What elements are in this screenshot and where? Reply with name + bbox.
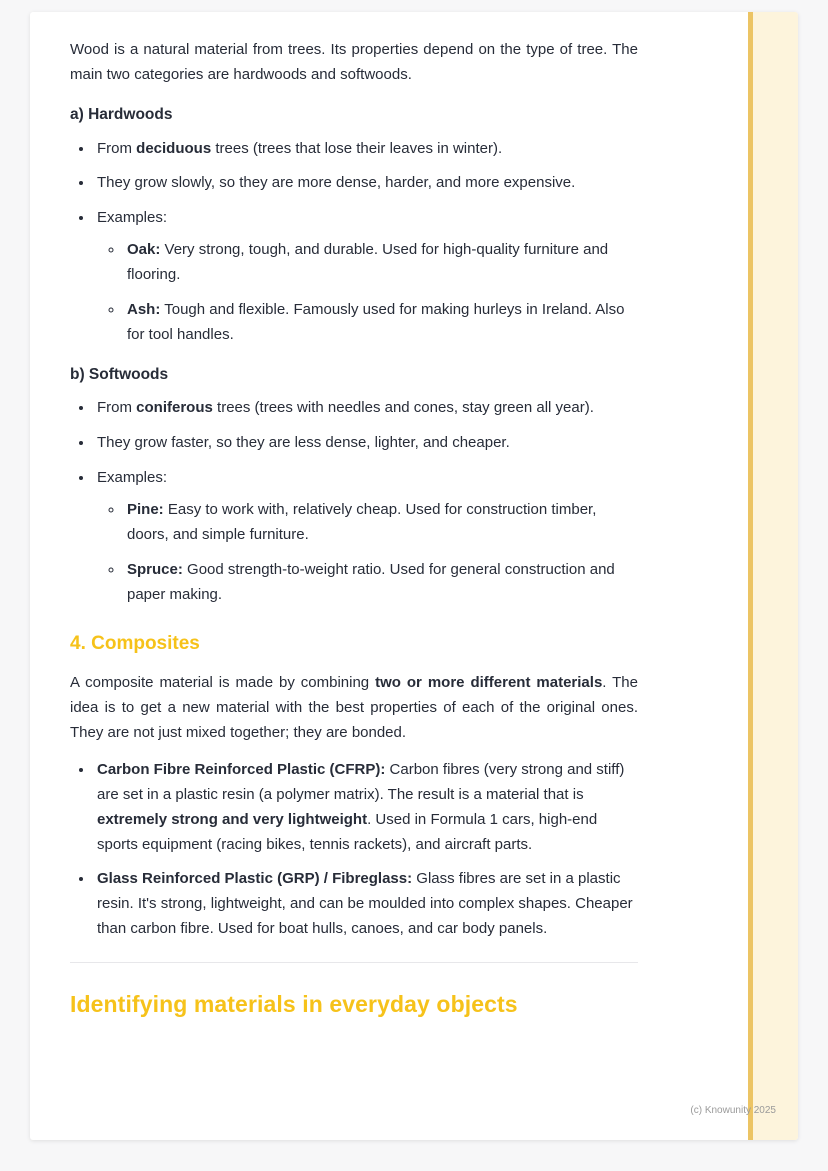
watermark: (c) Knowunity 2025 (690, 1105, 776, 1116)
document-page (30, 12, 798, 1140)
next-section-heading: Identifying materials in everyday objects (70, 991, 518, 1018)
list-item: ◦ Oak: Very strong, tough, and durable. Used for high-quality furniture and flooring. (124, 238, 638, 288)
examples-label: Examples: (97, 469, 168, 487)
examples-label: Examples: (97, 209, 168, 227)
list-item: • Carbon Fibre Reinforced Plastic (CFRP): Carbon fibres (very strong and stiff) are set in a plastic resin (a polymer matrix). The result is a material that is extremely strong and very lightweight. Used in Formula 1 cars, high-end sports equipment (racing bikes, tennis rackets), and aircraft parts. (94, 758, 638, 858)
softwoods-examples-list (97, 498, 638, 608)
list-item (94, 466, 638, 607)
softwoods-list (70, 396, 638, 607)
hardwoods-examples-list (97, 238, 638, 348)
list-item: • They grow slowly, so they are more dense, harder, and more expensive. (94, 171, 638, 196)
page-edge-strip (753, 12, 798, 1140)
hardwoods-list (70, 137, 638, 348)
list-item: ◦ Pine: Easy to work with, relatively cheap. Used for construction timber, doors, and simple furniture. (124, 498, 638, 548)
list-item: ◦ Ash: Tough and flexible. Famously used for making hurleys in Ireland. Also for tool handles. (124, 298, 638, 348)
page-content (70, 12, 638, 1023)
list-item (94, 206, 638, 347)
hardwoods-heading: a) Hardwoods (70, 105, 173, 123)
list-item: • Glass Reinforced Plastic (GRP) / Fibreglass: Glass fibres are set in a plastic resin. It's strong, lightweight, and can be moulded into complex shapes. Cheaper than carbon fibre. Used for boat hulls, canoes, and car body panels. (94, 867, 638, 942)
list-item: • They grow faster, so they are less dense, lighter, and cheaper. (94, 431, 638, 456)
composites-heading: 4. Composites (70, 632, 200, 654)
list-item: ◦ Spruce: Good strength-to-weight ratio. Used for general construction and paper making. (124, 558, 638, 608)
softwoods-heading: b) Softwoods (70, 365, 169, 383)
list-item: • From deciduous trees (trees that lose their leaves in winter). (94, 137, 638, 162)
section-divider (70, 962, 638, 963)
intro-paragraph: Wood is a natural material from trees. Its properties depend on the type of tree. The main two categories are hardwoods and softwoods. (70, 41, 638, 83)
composites-list (70, 758, 638, 942)
list-item: • From coniferous trees (trees with needles and cones, stay green all year). (94, 396, 638, 421)
composites-paragraph: A composite material is made by combining two or more different materials. The idea is to get a new material with the best properties of each of the original ones. They are not just mixed together; they are bonded. (70, 674, 638, 741)
